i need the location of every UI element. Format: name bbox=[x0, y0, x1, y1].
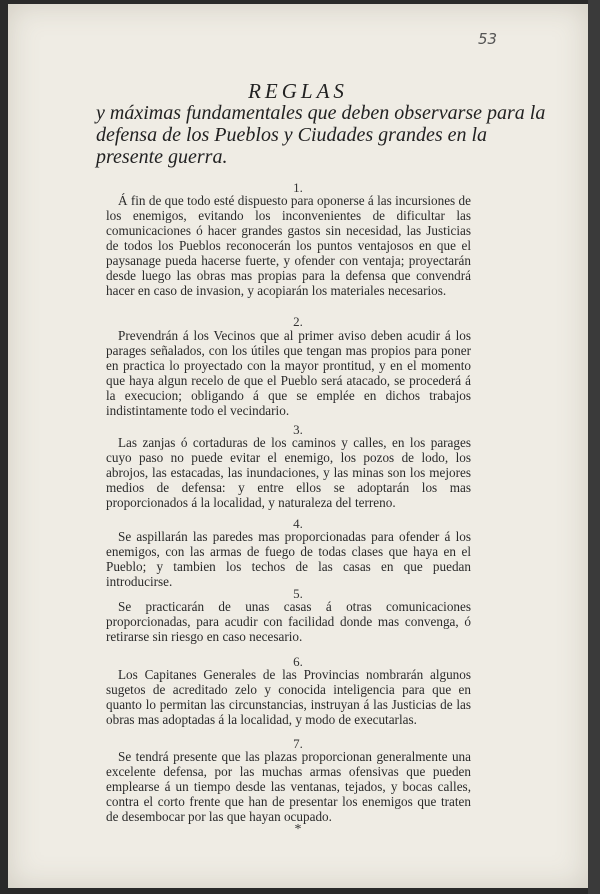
footer-mark: * bbox=[294, 822, 302, 837]
document-title: REGLAS bbox=[248, 79, 348, 103]
section-paragraph: Se practicarán de unas casas á otras comunicaciones proporcionadas, para acudir con facilidad donde mas convenga, ó retirarse sin riesgo en caso necesario. bbox=[106, 599, 471, 644]
section-paragraph: Prevendrán á los Vecinos que al primer aviso deben acudir á los parages señalados, con los útiles que tengan mas propios para poner en practica lo proyectado con la mayor prontitud, y en el momento que haya algun recelo de que el Pueblo será atacado, se procederá á la execucion; obligando á que se emplée en dichos trabajos indistintamente todo el vecindario. bbox=[106, 328, 471, 418]
document-subtitle: y máximas fundamentales que deben observarse para la defensa de los Pueblos y Ciudades grandes en la presente guerra. bbox=[96, 102, 546, 168]
section-number: 2. bbox=[293, 314, 303, 329]
section-paragraph: Á fin de que todo esté dispuesto para oponerse á las incursiones de los enemigos, evitando los inconvenientes de dificultar las comunicaciones ó hacer grandes gastos sin necesidad, las Justicias de todos los Pueblos reconocerán los puntos ventajosos en que el paysanage pueda hacerse fuerte, y ofender con ventaja; proyectarán desde luego las obras mas propias para la defensa que convendrá hacer en caso de invasion, y acopiarán los materiales necesarios. bbox=[106, 193, 471, 298]
document-page bbox=[8, 4, 588, 888]
page-number: 53 bbox=[478, 30, 498, 48]
section-number: 5. bbox=[293, 586, 303, 601]
section-paragraph: Los Capitanes Generales de las Provincias nombrarán algunos sugetos de acreditado zelo y conocida inteligencia para que en quanto lo permitan las circunstancias, instruyan á las Justicias de las obras mas adoptadas á la localidad, y modo de executarlas. bbox=[106, 667, 471, 727]
section-paragraph: Se aspillarán las paredes mas proporcionadas para ofender á los enemigos, con las armas de fuego de todas clases que haya en el Pueblo; y tambien los techos de las casas en que puedan introducirse. bbox=[106, 529, 471, 589]
section-number: 3. bbox=[293, 422, 303, 437]
section-number: 1. bbox=[293, 180, 303, 195]
section-paragraph: Se tendrá presente que las plazas proporcionan generalmente una excelente defensa, por las muchas armas ofensivas que pueden emplearse á un tiempo desde las ventanas, tejados, y bocas calles, contra el corto frente que han de presentar los enemigos que traten de desembocar por las que hayan ocupado. bbox=[106, 749, 471, 824]
scan-edge bbox=[588, 0, 600, 894]
section-number: 6. bbox=[293, 654, 303, 669]
section-number: 7. bbox=[293, 736, 303, 751]
section-paragraph: Las zanjas ó cortaduras de los caminos y calles, en los parages cuyo paso no puede evitar el enemigo, los pozos de lodo, los abrojos, las estacadas, las inundaciones, y las minas son los mejores medios de defensa: y entre ellos se adoptarán los mas proporcionados á la localidad, y naturaleza del terreno. bbox=[106, 435, 471, 510]
section-number: 4. bbox=[293, 516, 303, 531]
